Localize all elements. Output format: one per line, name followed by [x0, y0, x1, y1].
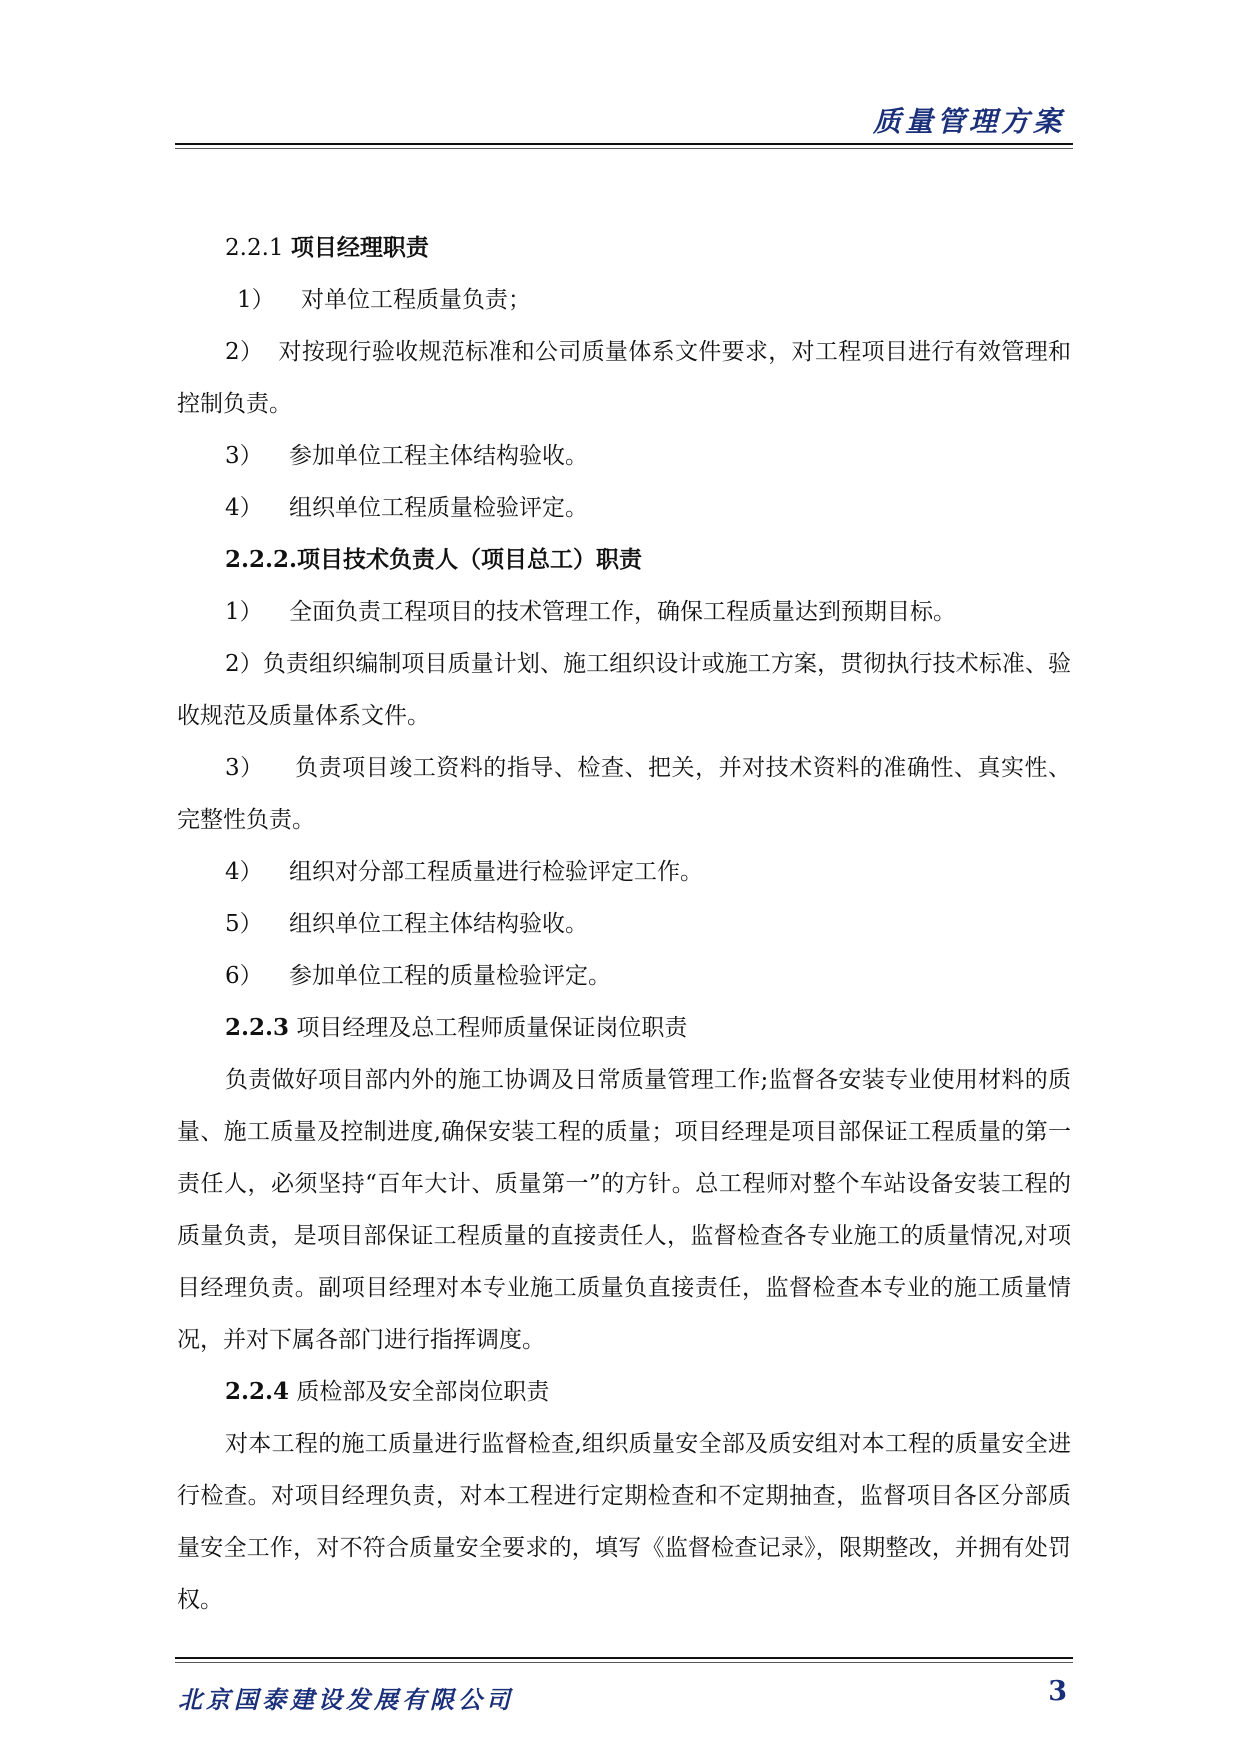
section-number: 2.2.3: [225, 1014, 290, 1041]
section-2-2-4-heading: [177, 1366, 1071, 1418]
document-body: [177, 222, 1071, 1626]
footer-rule-thin: [175, 1662, 1073, 1663]
section-number: 2.2.1: [225, 235, 284, 261]
list-item: 3） 参加单位工程主体结构验收。: [225, 443, 588, 469]
section-2-2-4-body: 对本工程的施工质量进行监督检查,组织质量安全部及质安组对本工程的质量安全进行检查。对项目经理负责，对本工程进行定期检查和不定期抽查，监督项目各区分部质量安全工作，对不符合质量安全要求的，填写《监督检查记录》，限期整改，并拥有处罚权。: [177, 1431, 1071, 1613]
page-number: 3: [1048, 1676, 1067, 1707]
footer-company-name: 北京国泰建设发展有限公司: [178, 1686, 514, 1714]
section-2-2-2-heading: 2.2.2.项目技术负责人（项目总工）职责: [225, 546, 643, 573]
list-item: 1） 对单位工程质量负责；: [237, 287, 531, 313]
header-title: 质量管理方案: [872, 105, 1065, 138]
section-number: 2.2.4: [225, 1378, 290, 1405]
list-item: 2）负责组织编制项目质量计划、施工组织设计或施工方案，贯彻执行技术标准、验收规范及质量体系文件。: [177, 651, 1072, 729]
list-item: 6） 参加单位工程的质量检验评定。: [225, 963, 611, 989]
list-item: 2） 对按现行验收规范标准和公司质量体系文件要求，对工程项目进行有效管理和控制负责。: [177, 339, 1072, 417]
header-rule: [175, 143, 1073, 145]
list-item: 1） 全面负责工程项目的技术管理工作，确保工程质量达到预期目标。: [225, 599, 956, 625]
list-item: 5） 组织单位工程主体结构验收。: [225, 911, 588, 937]
section-title: 项目经理职责: [290, 234, 429, 261]
section-2-2-3-heading: [177, 1002, 1071, 1054]
section-2-2-1-heading: [177, 222, 1071, 274]
section-title: 质检部及安全部岗位职责: [296, 1379, 550, 1405]
section-title: 项目经理及总工程师质量保证岗位职责: [296, 1015, 688, 1041]
footer-rule: [175, 1657, 1073, 1659]
list-item: 4） 组织单位工程质量检验评定。: [225, 495, 588, 521]
list-item: 3） 负责项目竣工资料的指导、检查、把关，并对技术资料的准确性、真实性、完整性负责。: [177, 755, 1072, 833]
list-item: 4） 组织对分部工程质量进行检验评定工作。: [225, 859, 703, 885]
header-rule-thin: [175, 148, 1073, 149]
section-2-2-3-body: 负责做好项目部内外的施工协调及日常质量管理工作;监督各安装专业使用材料的质量、施工质量及控制进度,确保安装工程的质量；项目经理是项目部保证工程质量的第一责任人，必须坚持“百年大计、质量第一”的方针。总工程师对整个车站设备安装工程的质量负责，是项目部保证工程质量的直接责任人，监督检查各专业施工的质量情况,对项目经理负责。副项目经理对本专业施工质量负直接责任，监督检查本专业的施工质量情况，并对下属各部门进行指挥调度。: [177, 1067, 1071, 1353]
